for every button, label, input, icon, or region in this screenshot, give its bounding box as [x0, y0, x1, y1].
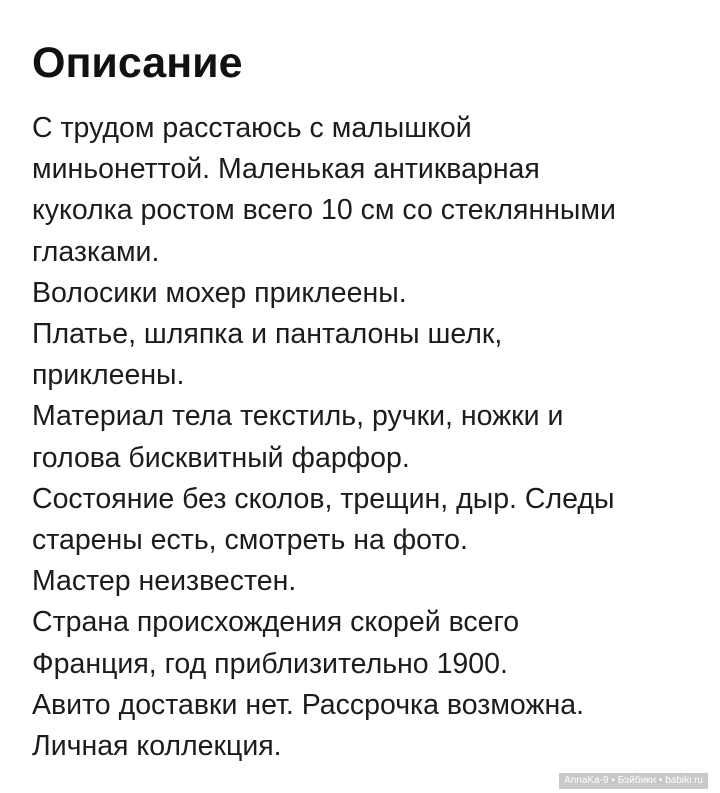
description-line: старены есть, смотреть на фото. — [32, 524, 468, 557]
description-line: куколка ростом всего 10 см со стеклянными — [32, 194, 616, 227]
description-line: Волосики мохер приклеены. — [32, 276, 407, 309]
description-line: Состояние без сколов, трещин, дыр. Следы — [32, 482, 615, 515]
description-line: Личная коллекция. — [32, 730, 282, 763]
description-line: Мастер неизвестен. — [32, 565, 297, 598]
description-line: Авито доставки нет. Рассрочка возможна. — [32, 688, 585, 721]
section-title: Описание — [32, 39, 243, 87]
description-line: Платье, шляпка и панталоны шелк, — [32, 318, 503, 351]
description-line: С трудом расстаюсь с малышкой — [32, 112, 472, 144]
description-line: Страна происхождения скорей всего — [32, 606, 520, 639]
description-line: миньонеттой. Маленькая антикварная — [32, 153, 540, 186]
description-line: Материал тела текстиль, ручки, ножки и — [32, 400, 564, 433]
description-line: голова бисквитный фарфор. — [32, 441, 410, 474]
description-text — [32, 108, 702, 767]
description-line: Франция, год приблизительно 1900. — [32, 647, 508, 680]
watermark: AnnaKa-9 • Бэйбики • babiki.ru — [559, 773, 708, 789]
description-line: глазками. — [32, 235, 160, 268]
description-line: приклеены. — [32, 359, 185, 392]
